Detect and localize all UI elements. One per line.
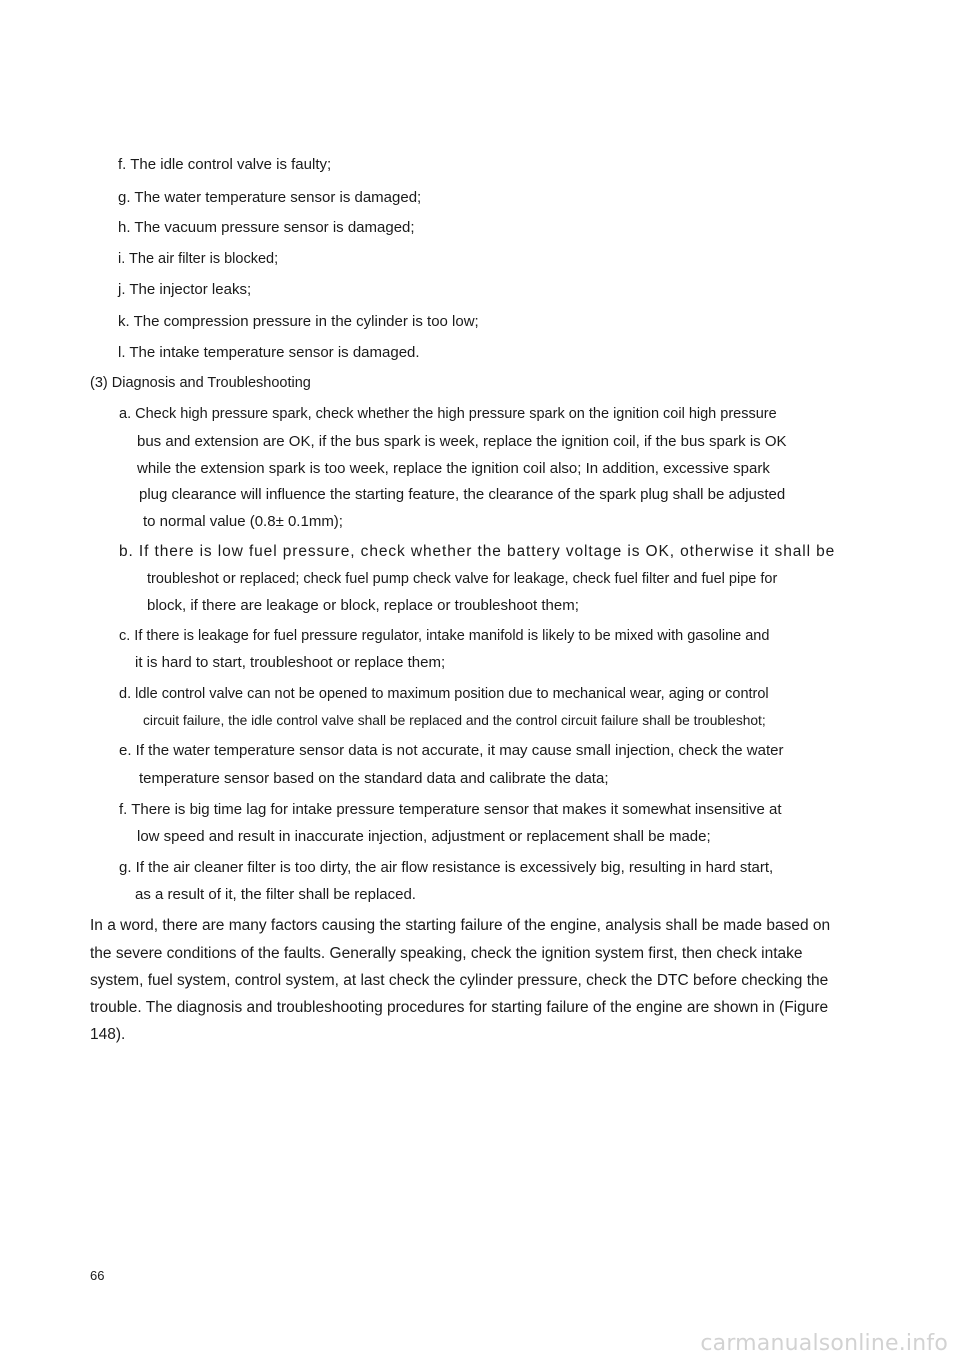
cause-item: f. The idle control valve is faulty;: [118, 156, 332, 173]
step-line: as a result of it, the filter shall be replaced.: [135, 886, 416, 903]
cause-item: j. The injector leaks;: [118, 281, 252, 298]
cause-item: l. The intake temperature sensor is damaged.: [118, 344, 420, 361]
step-line: plug clearance will influence the starting feature, the clearance of the spark plug shall be adjusted: [139, 486, 786, 503]
watermark-text: carmanualsonline.info: [700, 1331, 948, 1356]
cause-item: g. The water temperature sensor is damaged;: [118, 189, 422, 206]
step-line: c. If there is leakage for fuel pressure regulator, intake manifold is likely to be mixed with gasoline and: [119, 628, 770, 644]
summary-line: trouble. The diagnosis and troubleshooting procedures for starting failure of the engine are shown in (Figure: [90, 999, 829, 1016]
step-line: circuit failure, the idle control valve shall be replaced and the control circuit failure shall be troubleshot;: [143, 713, 766, 728]
step-line: e. If the water temperature sensor data is not accurate, it may cause small injection, check the water: [119, 742, 784, 759]
step-line: f. There is big time lag for intake pressure temperature sensor that makes it somewhat insensitive at: [119, 801, 782, 818]
summary-line: 148).: [90, 1026, 126, 1043]
step-line: bus and extension are OK, if the bus spark is week, replace the ignition coil, if the bus spark is OK: [137, 433, 787, 450]
cause-item: k. The compression pressure in the cylinder is too low;: [118, 313, 479, 330]
step-line: temperature sensor based on the standard data and calibrate the data;: [139, 770, 609, 787]
cause-item: h. The vacuum pressure sensor is damaged;: [118, 219, 415, 236]
summary-line: system, fuel system, control system, at last check the cylinder pressure, check the DTC before checking the: [90, 972, 829, 989]
step-line: a. Check high pressure spark, check whether the high pressure spark on the ignition coil high pressure: [119, 406, 777, 422]
step-line: troubleshot or replaced; check fuel pump check valve for leakage, check fuel filter and fuel pipe for: [147, 571, 778, 587]
page-number: 66: [90, 1268, 105, 1283]
summary-line: In a word, there are many factors causing the starting failure of the engine, analysis shall be made based on: [90, 917, 831, 934]
step-line: g. If the air cleaner filter is too dirty, the air flow resistance is excessively big, resulting in hard start,: [119, 859, 774, 876]
summary-line: the severe conditions of the faults. Generally speaking, check the ignition system first, then check intake: [90, 945, 803, 962]
step-line: d. ldle control valve can not be opened to maximum position due to mechanical wear, aging or control: [119, 686, 769, 702]
step-line: it is hard to start, troubleshoot or replace them;: [135, 654, 446, 671]
step-line: to normal value (0.8± 0.1mm);: [143, 513, 343, 530]
step-line: b. If there is low fuel pressure, check whether the battery voltage is OK, otherwise it shall be: [119, 543, 836, 560]
section-heading: (3) Diagnosis and Troubleshooting: [90, 375, 311, 391]
step-line: while the extension spark is too week, replace the ignition coil also; In addition, excessive spark: [137, 460, 770, 477]
cause-item: i. The air filter is blocked;: [118, 251, 279, 267]
step-line: low speed and result in inaccurate injection, adjustment or replacement shall be made;: [137, 828, 711, 845]
step-line: block, if there are leakage or block, replace or troubleshoot them;: [147, 597, 579, 614]
